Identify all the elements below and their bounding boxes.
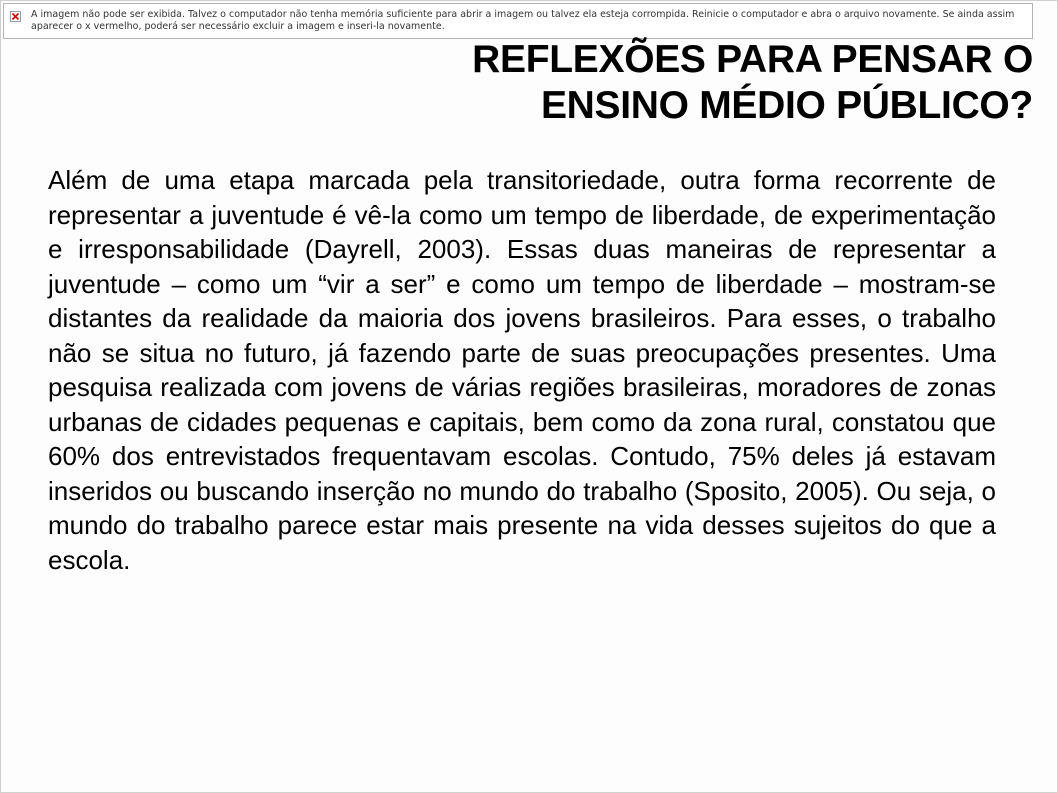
broken-image-message: A imagem não pode ser exibida. Talvez o computador não tenha memória suficiente para abrir a imagem ou talvez ela esteja corrompida. Reinicie o computador e abra o arquivo novamente. Se ainda assim aparecer o x vermelho, poderá ser necessário excluir a imagem e inseri-la novamente.: [31, 9, 1015, 32]
slide-title-line-1: REFLEXÕES PARA PENSAR O: [472, 38, 1033, 81]
slide-title: [333, 37, 1033, 129]
slide-body-text: Além de uma etapa marcada pela transitoriedade, outra forma recorrente de representar a juventude é vê-la como um tempo de liberdade, de experimentação e irresponsabilidade (Dayrell, 2003). Essas duas maneiras de representar a juventude – como um “vir a ser” e como um tempo de liberdade – mostram-se distantes da realidade da maioria dos jovens brasileiros. Para esses, o trabalho não se situa no futuro, já fazendo parte de suas preocupações presentes. Uma pesquisa realizada com jovens de várias regiões brasileiras, moradores de zonas urbanas de cidades pequenas e capitais, bem como da zona rural, constatou que 60% dos entrevistados frequentavam escolas. Contudo, 75% deles já estavam inseridos ou buscando inserção no mundo do trabalho (Sposito, 2005). Ou seja, o mundo do trabalho parece estar mais presente na vida desses sujeitos do que a escola.: [48, 165, 996, 575]
broken-image-placeholder: [3, 3, 1033, 39]
broken-image-x-icon: [10, 11, 21, 22]
slide-title-line-2: ENSINO MÉDIO PÚBLICO?: [540, 84, 1033, 127]
